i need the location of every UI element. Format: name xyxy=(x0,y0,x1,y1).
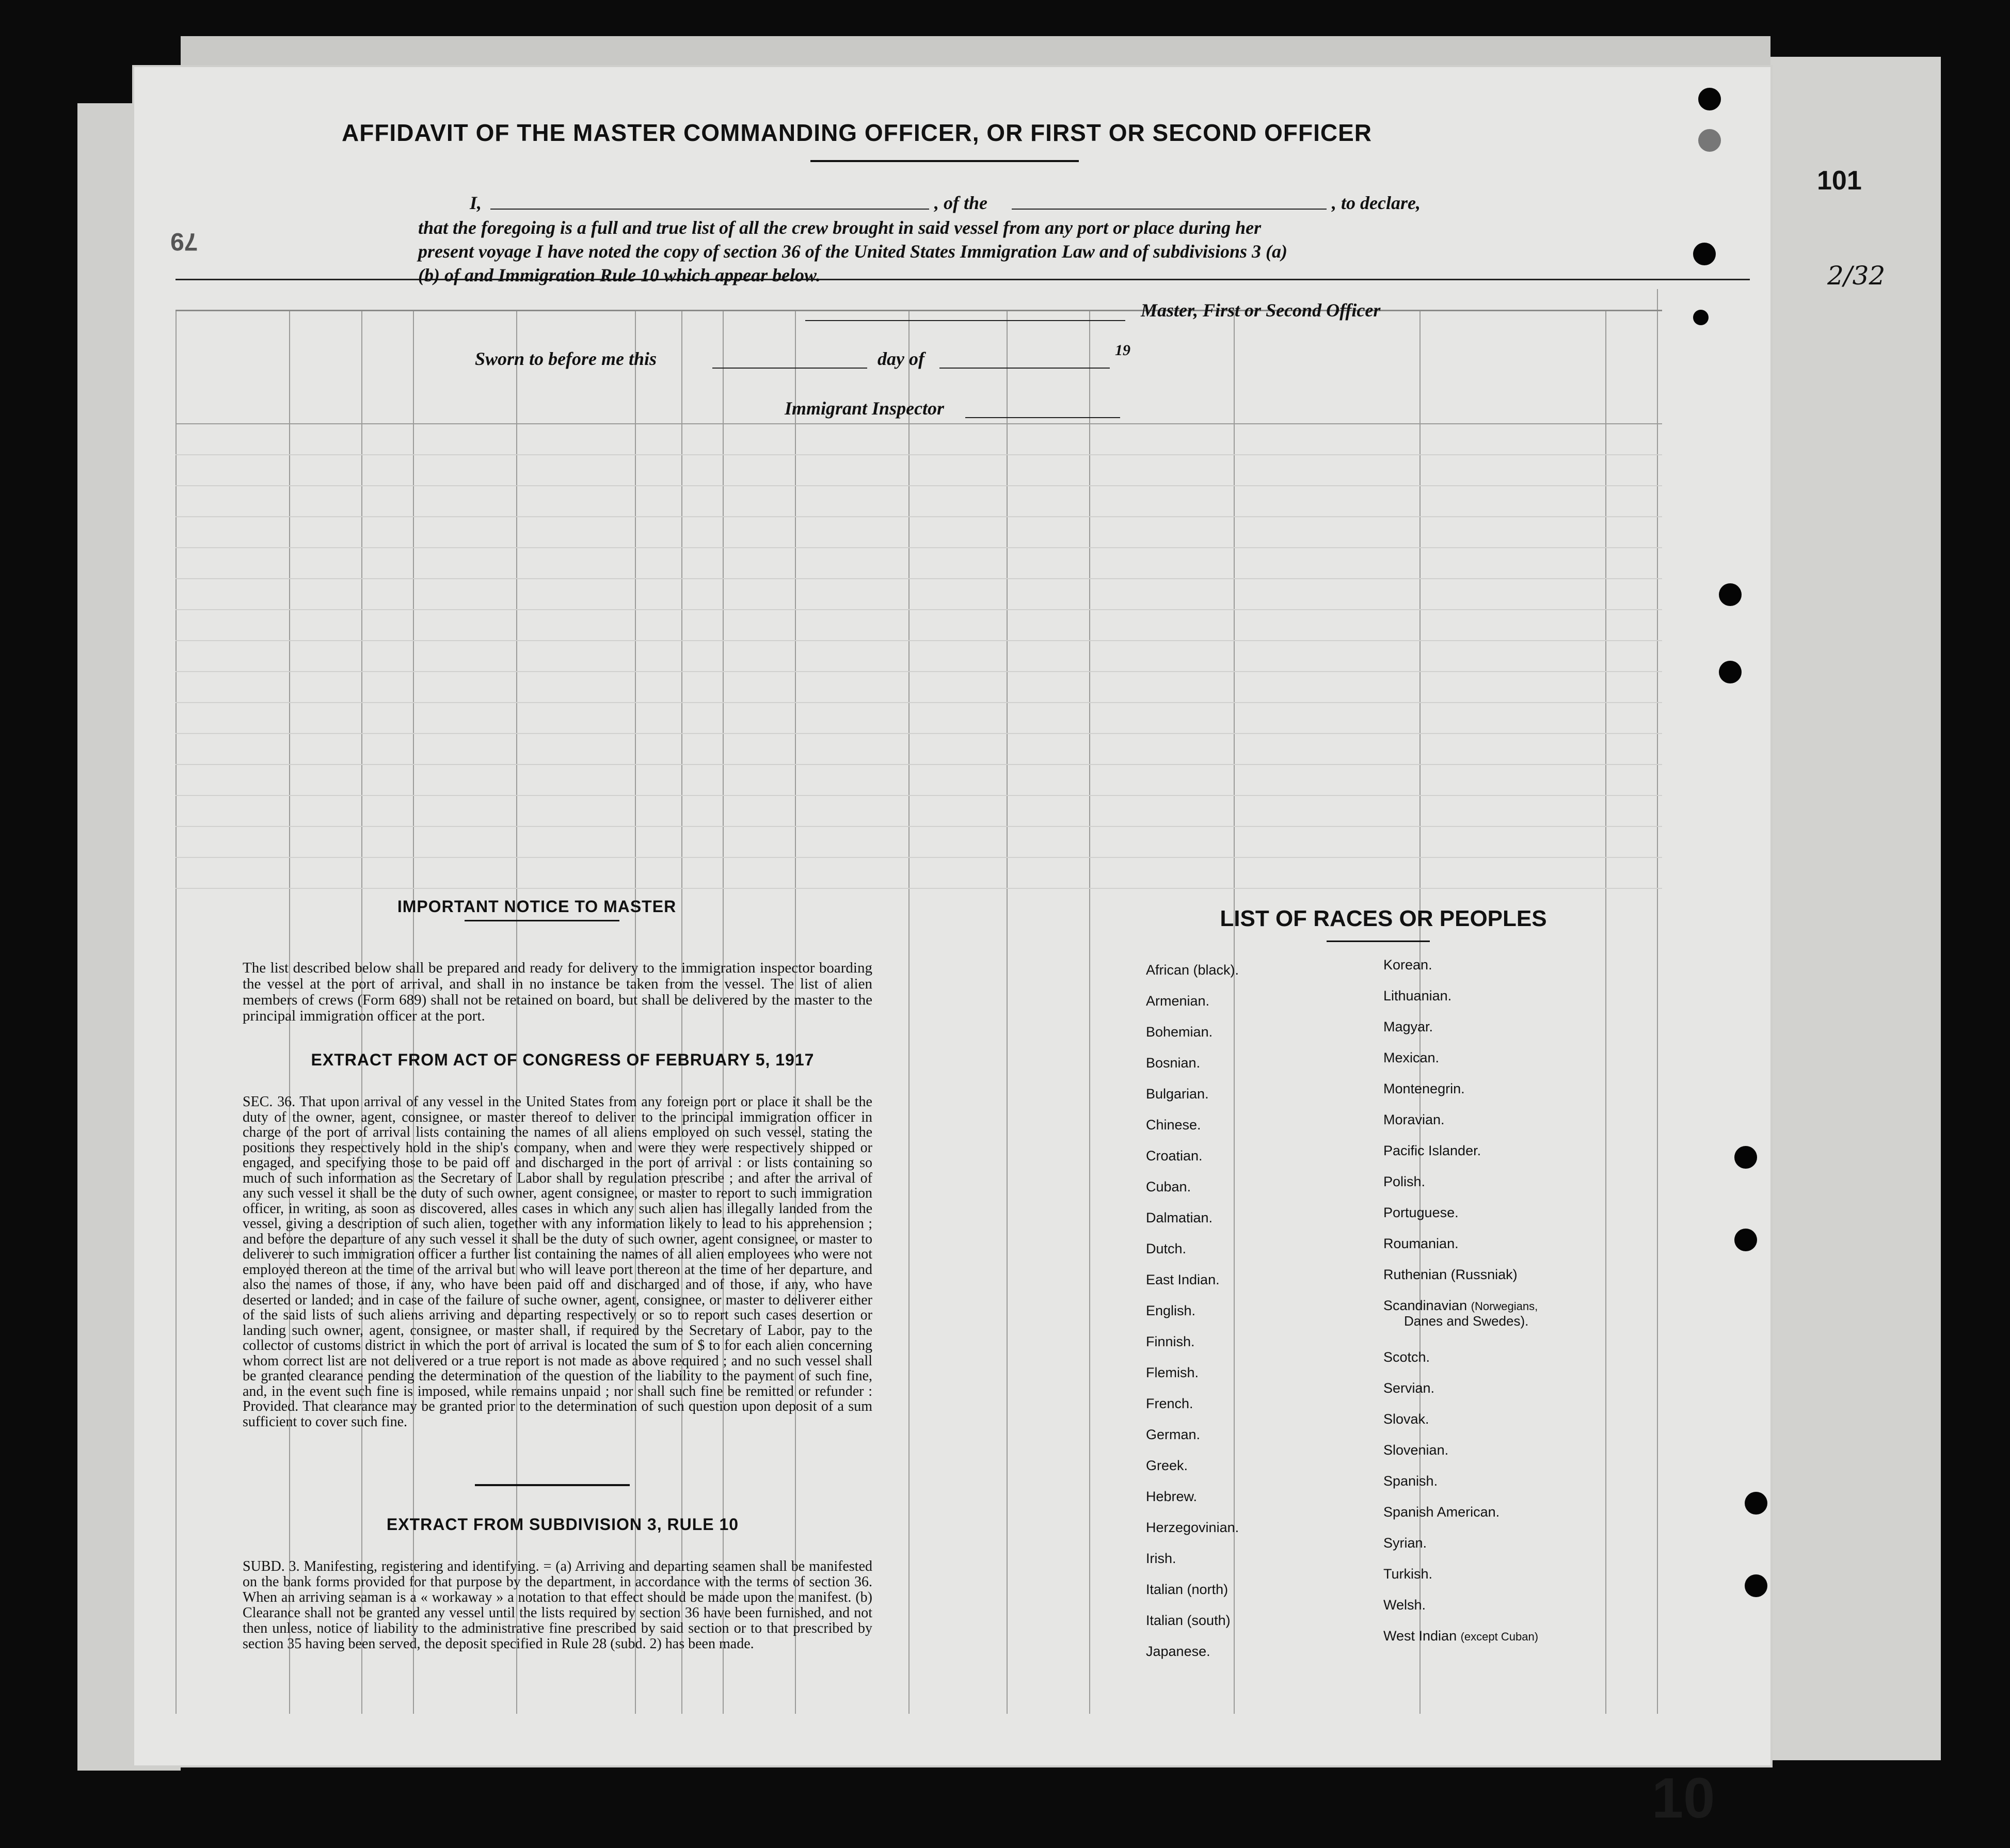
race-item: Armenian. xyxy=(1146,993,1210,1009)
binder-hole xyxy=(1745,1574,1767,1597)
binder-hole xyxy=(1734,1146,1757,1169)
race-label: Scandinavian xyxy=(1383,1298,1467,1313)
master-signature-label: Master, First or Second Officer xyxy=(1141,300,1381,321)
notice-title-rule xyxy=(465,920,619,921)
affidavit-line-3: present voyage I have noted the copy of section 36 of the United States Immigration Law and of subdivisions 3 (a) xyxy=(418,241,1287,262)
race-item: Spanish American. xyxy=(1383,1504,1500,1520)
binder-hole xyxy=(1698,88,1721,110)
bottom-stamp-number: 10 xyxy=(1652,1766,1715,1830)
race-note: Danes and Swedes). xyxy=(1404,1313,1529,1329)
race-item: Welsh. xyxy=(1383,1597,1426,1613)
extract-rule-title: EXTRACT FROM SUBDIVISION 3, RULE 10 xyxy=(386,1515,739,1534)
race-item: Croatian. xyxy=(1146,1148,1203,1164)
race-item: Cuban. xyxy=(1146,1179,1191,1194)
races-title-rule xyxy=(1327,941,1430,942)
sworn-year: 19 xyxy=(1115,342,1130,359)
race-item: Montenegrin. xyxy=(1383,1081,1465,1096)
affidavit-to-declare: , to declare, xyxy=(1332,193,1421,213)
races-left-column xyxy=(1146,963,1239,1675)
title-underline xyxy=(810,160,1079,162)
race-item: Finnish. xyxy=(1146,1334,1195,1349)
race-item: Lithuanian. xyxy=(1383,988,1452,1003)
races-title: LIST OF RACES OR PEOPLES xyxy=(1220,906,1547,931)
page-number: 101 xyxy=(1817,166,1862,196)
inspector-line xyxy=(965,417,1120,418)
race-item: Ruthenian (Russniak) xyxy=(1383,1267,1518,1282)
race-item: Italian (south) xyxy=(1146,1613,1231,1628)
race-item: Bulgarian. xyxy=(1146,1086,1209,1102)
master-signature-line xyxy=(805,320,1125,321)
sworn-day-line xyxy=(712,368,867,369)
binder-hole xyxy=(1734,1229,1757,1251)
race-item: Moravian. xyxy=(1383,1112,1445,1127)
race-item: Japanese. xyxy=(1146,1644,1210,1659)
extract-rule-body: SUBD. 3. Manifesting, registering and identifying. = (a) Arriving and departing seamen shall be manifested on the bank forms provided for that purpose by the department, in accordance with the terms of section 36. When an arriving seaman is a « workaway » a notation to that effect should be made upon the manifest. (b) Clearance shall not be granted any vessel until the lists required by section 36 have been furnished, and not then unless, notice of liability to the administrative fine prescribed by said section or to that prescribed by section 35 having been served, the deposit specified in Rule 28 (subd. 2) has been made. xyxy=(243,1558,872,1652)
race-label: West Indian xyxy=(1383,1628,1457,1644)
race-item: Portuguese. xyxy=(1383,1205,1459,1220)
race-item: Magyar. xyxy=(1383,1019,1433,1034)
race-item: Bosnian. xyxy=(1146,1055,1201,1071)
affidavit-line-4: (b) of and Immigration Rule 10 which appear below. xyxy=(418,265,821,285)
race-item: Roumanian. xyxy=(1383,1236,1459,1251)
binder-hole xyxy=(1745,1492,1767,1515)
race-note: (except Cuban) xyxy=(1460,1630,1539,1643)
race-note: (Norwegians, xyxy=(1471,1300,1538,1313)
binder-hole xyxy=(1719,661,1742,683)
binder-hole xyxy=(1693,243,1716,265)
back-sheet-right xyxy=(1745,57,1941,1760)
sworn-month-line xyxy=(939,368,1110,369)
race-item-west-indian xyxy=(1383,1629,1538,1660)
binder-hole xyxy=(1719,583,1742,606)
race-item: Slovenian. xyxy=(1383,1442,1449,1458)
extract-act-title: EXTRACT FROM ACT OF CONGRESS OF FEBRUARY 5, 1917 xyxy=(311,1050,815,1069)
race-item: English. xyxy=(1146,1303,1196,1318)
race-item: Turkish. xyxy=(1383,1566,1433,1582)
handwritten-ref: 2/32 xyxy=(1827,261,1886,291)
affidavit-title: AFFIDAVIT OF THE MASTER COMMANDING OFFICER, OR FIRST OR SECOND OFFICER xyxy=(342,119,1372,146)
race-item: Bohemian. xyxy=(1146,1024,1213,1040)
important-notice-title: IMPORTANT NOTICE TO MASTER xyxy=(397,897,677,916)
race-item: African (black). xyxy=(1146,962,1239,978)
race-item: Irish. xyxy=(1146,1551,1176,1566)
race-item: Dutch. xyxy=(1146,1241,1187,1256)
left-margin-number: 79 xyxy=(170,228,198,255)
sworn-label: Sworn to before me this xyxy=(475,348,657,369)
race-item: Dalmatian. xyxy=(1146,1210,1213,1225)
race-item: Mexican. xyxy=(1383,1050,1440,1065)
important-notice-body: The list described below shall be prepared and ready for delivery to the immigration inspector boarding the vessel at the port of arrival, and shall in no instance be taken from the vessel. The list of alien members of crews (Form 689) shall not be retained on board, but shall be delivered by the master to the principal immigration officer at the port. xyxy=(243,960,872,1024)
binder-hole xyxy=(1693,310,1709,325)
binder-hole xyxy=(1698,129,1721,152)
race-item: Pacific Islander. xyxy=(1383,1143,1481,1158)
race-item: Slovak. xyxy=(1383,1411,1429,1427)
race-item: Servian. xyxy=(1383,1380,1435,1396)
race-item: Scotch. xyxy=(1383,1349,1430,1365)
race-item: German. xyxy=(1146,1427,1201,1442)
race-item-scandinavian xyxy=(1383,1298,1538,1350)
race-item: Spanish. xyxy=(1383,1473,1438,1489)
race-item: Flemish. xyxy=(1146,1365,1199,1380)
race-item: Italian (north) xyxy=(1146,1582,1229,1597)
affidavit-of-the: , of the xyxy=(934,193,987,213)
sworn-day-of: day of xyxy=(878,348,924,369)
race-item: French. xyxy=(1146,1396,1193,1411)
extract-divider xyxy=(475,1484,630,1486)
race-item: Polish. xyxy=(1383,1174,1426,1189)
races-right-column xyxy=(1383,958,1538,1660)
race-item: Korean. xyxy=(1383,957,1432,973)
race-item: Hebrew. xyxy=(1146,1489,1198,1504)
race-item: Greek. xyxy=(1146,1458,1188,1473)
race-item: East Indian. xyxy=(1146,1272,1220,1287)
race-item: Syrian. xyxy=(1383,1535,1427,1551)
inspector-label: Immigrant Inspector xyxy=(785,398,945,419)
affidavit-line-2: that the foregoing is a full and true list of all the crew brought in said vessel from any port or place during her xyxy=(418,217,1262,238)
race-item: Herzegovinian. xyxy=(1146,1520,1239,1535)
affidavit-i: I, xyxy=(470,193,482,213)
extract-act-body: SEC. 36. That upon arrival of any vessel in the United States from any foreign port or place it shall be the duty of the owner, agent, consignee, or master thereof to deliver to the principal immigration officer in charge of the port of arrival lists containing the names of all aliens employed on such vessel, stating the positions they respectively hold in the ship's company, when and were they were respectively shipped or engaged, and specifying those to be paid off and discharged in the port of arrival : or lists containing so much of such information as the Secretary of Labor shall by regulation prescribe ; and after the arrival of any such vessel it shall be the duty of such owner, agent consignee, or master to report to such immigration officer, in writing, as soon as discovered, alles cases in which any such alien has illegally landed from the vessel, giving a description of such alien, together with any information likely to lead to his apprehension ; and before the departure of any such vessel it shall be the duty of such owner, agent consignee, or master to deliverer to such immigration officer a further list containing the names of all alien employees who were not employed thereon at the time of the arrival but who will leave port thereon at the time of her departure, and also the names of those, if any, who have been paid off and discharged and of those, if any, who have deserted or landed; and in case of the failure of suche owner, agent, consignee, or master to deliverer either of the said lists of such aliens arriving and departing respectively or so to report such cases desertion or landing such owner, agent, consignee, or master shall, if required by the Secretary of Labor, pay to the collector of customs district in which the port of arrival is located the sum of $ to for each alien concerning whom correct list are not delivered or a true report is not made as above required ; and no such vessel shall be granted clearance pending the determination of the question of the liability to the payment of such fine, and, in the event such fine is imposed, while remains unpaid ; nor shall such fine be remitted or refunder : Provided. That clearance may be granted prior to the determination of such question upon deposit of a sum sufficient to cover such fine. xyxy=(243,1094,872,1430)
race-item: Chinese. xyxy=(1146,1117,1201,1133)
